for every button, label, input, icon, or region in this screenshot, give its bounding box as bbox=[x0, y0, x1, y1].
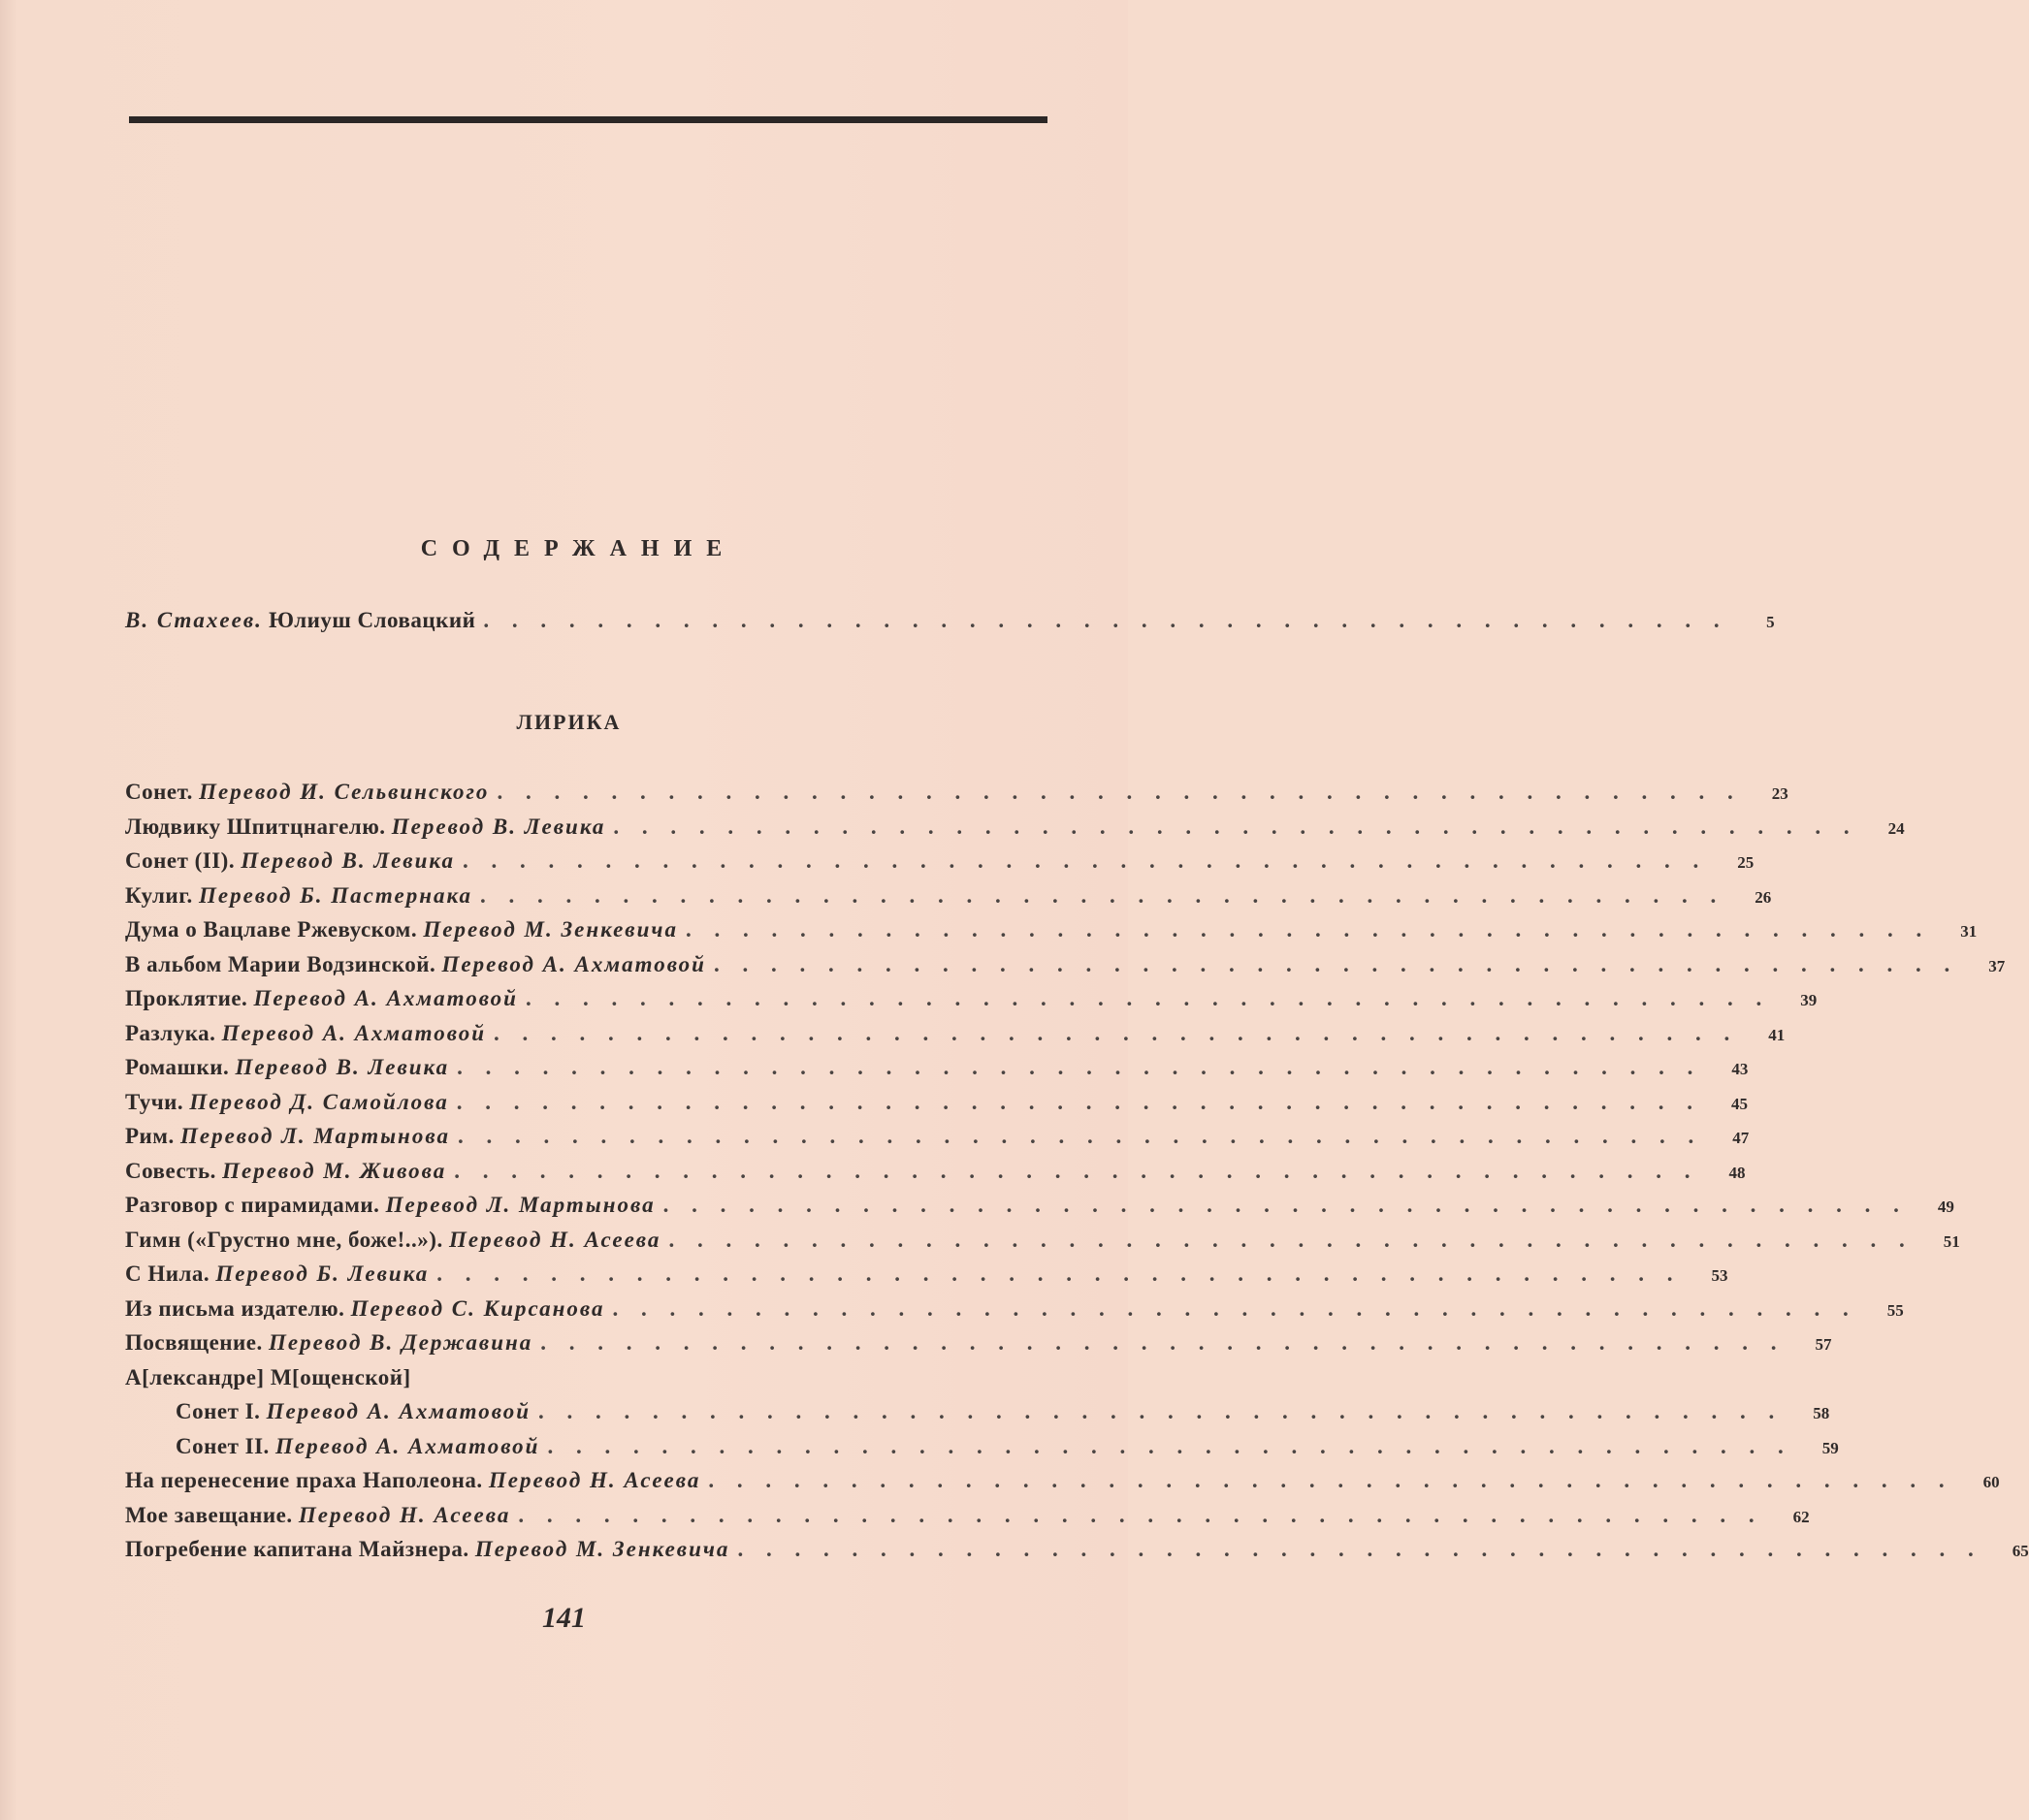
toc-entry-text bbox=[176, 1434, 539, 1459]
poem-title: Совесть. bbox=[125, 1158, 223, 1183]
translator: Перевод А. Ахматовой bbox=[275, 1433, 540, 1458]
page-ref: 41 bbox=[1768, 1025, 1786, 1044]
poem-title: А[лександре] М[ощенской] bbox=[125, 1364, 411, 1389]
toc-entry bbox=[125, 1124, 1750, 1155]
poem-title: Сонет I. bbox=[176, 1399, 267, 1423]
leader-dots bbox=[457, 1090, 1701, 1115]
toc-entry-text bbox=[125, 814, 605, 840]
translator: Перевод Л. Мартынова bbox=[385, 1193, 656, 1217]
poem-title: Гимн («Грустно мне, боже!..»). bbox=[125, 1227, 449, 1252]
toc-entry bbox=[125, 1158, 1746, 1190]
toc-entry-text bbox=[125, 917, 678, 942]
page-ref: 26 bbox=[1755, 887, 1772, 907]
page-ref: 51 bbox=[1943, 1231, 1960, 1251]
page-ref: 65 bbox=[2012, 1542, 2029, 1560]
translator: Перевод Л. Мартынова bbox=[179, 1124, 450, 1148]
translator: Перевод И. Сельвинского bbox=[199, 780, 490, 804]
toc-entry-text bbox=[125, 1261, 429, 1287]
toc-entry bbox=[176, 1399, 1830, 1430]
toc-entry-text bbox=[125, 1021, 486, 1046]
toc-entry bbox=[125, 917, 1978, 948]
toc-entry bbox=[125, 1227, 1960, 1259]
toc-entry-text bbox=[125, 883, 472, 909]
toc-intro-row bbox=[125, 608, 1775, 639]
leader-dots bbox=[540, 1330, 1785, 1356]
leader-dots bbox=[458, 1124, 1702, 1149]
leader-dots bbox=[494, 1021, 1738, 1046]
leader-dots bbox=[454, 1159, 1698, 1184]
toc-entry bbox=[125, 1537, 2029, 1568]
leader-dots bbox=[526, 986, 1770, 1011]
page-number: 141 bbox=[542, 1602, 586, 1634]
poem-title: С Нила. bbox=[125, 1261, 216, 1286]
toc-entry bbox=[125, 1020, 1786, 1052]
toc-entry-text bbox=[125, 1228, 660, 1253]
poem-title: В альбом Марии Водзинской. bbox=[125, 951, 442, 976]
page-ref: 31 bbox=[1960, 922, 1978, 941]
toc-entry-text bbox=[125, 1090, 449, 1115]
intro-title: Юлиуш Словацкий bbox=[262, 608, 476, 632]
poem-title: Сонет II. bbox=[176, 1433, 276, 1458]
poem-title: Мое завещание. bbox=[125, 1502, 299, 1527]
poem-title: Ромашки. bbox=[125, 1055, 236, 1079]
toc-entry-text bbox=[125, 1537, 729, 1562]
translator: Перевод М. Зенкевича bbox=[423, 917, 678, 942]
toc-entry bbox=[125, 814, 1905, 846]
toc-entry-text bbox=[125, 952, 706, 977]
toc-entry bbox=[125, 780, 1788, 811]
contents-heading: СОДЕРЖАНИЕ bbox=[420, 536, 737, 561]
page-ref: 62 bbox=[1792, 1507, 1810, 1526]
leader-dots bbox=[457, 1055, 1701, 1080]
toc-entry-text bbox=[125, 1468, 700, 1493]
toc-entry-text bbox=[125, 1124, 450, 1149]
poem-title: Разлука. bbox=[125, 1020, 222, 1045]
toc-entry-text bbox=[125, 1193, 656, 1218]
poem-title: Разговор с пирамидами. bbox=[125, 1193, 386, 1217]
translator: Перевод Н. Асеева bbox=[448, 1227, 661, 1252]
leader-dots bbox=[480, 883, 1724, 909]
translator: Перевод Д. Самойлова bbox=[189, 1089, 449, 1114]
poem-title: Дума о Вацлаве Ржевуском. bbox=[125, 917, 424, 942]
page-ref: 55 bbox=[1886, 1300, 1904, 1320]
leader-dots bbox=[436, 1261, 1681, 1287]
leader-dots bbox=[518, 1503, 1762, 1528]
toc-entry-text bbox=[125, 1330, 532, 1356]
leader-dots bbox=[613, 814, 1857, 840]
top-rule bbox=[129, 116, 1047, 123]
toc-entry bbox=[125, 1261, 1728, 1293]
poem-title: Кулиг. bbox=[125, 882, 200, 908]
page-ref: 49 bbox=[1937, 1197, 1954, 1216]
translator: Перевод А. Ахматовой bbox=[221, 1020, 487, 1045]
poem-title: Проклятие. bbox=[125, 986, 254, 1010]
page-ref: 24 bbox=[1887, 818, 1905, 838]
translator: Перевод В. Левика bbox=[391, 814, 606, 839]
leader-dots bbox=[714, 952, 1958, 977]
leader-dots bbox=[483, 608, 1727, 633]
leader-dots bbox=[613, 1296, 1857, 1322]
page-ref: 45 bbox=[1731, 1094, 1748, 1113]
translator: Перевод Б. Пастернака bbox=[199, 882, 473, 908]
translator: Перевод А. Ахматовой bbox=[441, 951, 706, 976]
page-ref: 23 bbox=[1771, 784, 1788, 803]
page-ref: 48 bbox=[1728, 1163, 1746, 1182]
translator: Перевод В. Левика bbox=[235, 1055, 450, 1079]
page-ref: 43 bbox=[1731, 1060, 1749, 1078]
toc-entry bbox=[125, 848, 1755, 879]
leader-dots bbox=[668, 1228, 1913, 1253]
poem-title: Тучи. bbox=[125, 1089, 190, 1114]
poem-title: Сонет. bbox=[125, 780, 200, 804]
intro-author: В. Стахеев. bbox=[125, 608, 263, 632]
translator: Перевод В. Левика bbox=[241, 848, 455, 873]
poem-title: Посвящение. bbox=[125, 1330, 269, 1355]
toc-entry bbox=[125, 1295, 1904, 1327]
translator: Перевод А. Ахматовой bbox=[253, 986, 518, 1010]
leader-dots bbox=[663, 1193, 1908, 1218]
leader-dots bbox=[463, 848, 1707, 874]
poem-title: Рим. bbox=[125, 1124, 180, 1148]
toc-entry bbox=[125, 1502, 1810, 1534]
toc-entry-text bbox=[125, 780, 489, 805]
toc-entry bbox=[125, 1330, 1832, 1361]
toc-intro-text bbox=[125, 608, 475, 633]
toc-entry-text bbox=[125, 848, 455, 874]
page-ref: 25 bbox=[1737, 853, 1755, 872]
leader-dots bbox=[737, 1537, 1981, 1562]
toc-entry bbox=[125, 1193, 1954, 1224]
translator: Перевод Н. Асеева bbox=[488, 1468, 701, 1492]
toc-entry bbox=[125, 1089, 1748, 1121]
page-ref: 39 bbox=[1800, 991, 1818, 1009]
translator: Перевод Б. Левика bbox=[215, 1261, 430, 1286]
translator: Перевод М. Живова bbox=[222, 1158, 447, 1183]
translator: Перевод В. Державина bbox=[269, 1330, 533, 1355]
poem-title: Сонет (II). bbox=[125, 848, 242, 873]
toc-entry-text bbox=[125, 1055, 449, 1080]
toc-entry-text bbox=[125, 1159, 446, 1184]
poem-title: Погребение капитана Майзнера. bbox=[125, 1537, 475, 1561]
page-ref: 5 bbox=[1766, 613, 1775, 631]
translator: Перевод А. Ахматовой bbox=[266, 1399, 531, 1423]
toc-entry bbox=[125, 882, 1772, 914]
toc-entry bbox=[125, 986, 1818, 1017]
toc-entry-text bbox=[125, 1296, 605, 1322]
toc-entry-text bbox=[125, 1503, 510, 1528]
poem-title: Людвику Шпитцнагелю. bbox=[125, 814, 392, 839]
toc-entry bbox=[125, 1365, 1054, 1396]
toc-entry-text bbox=[125, 1365, 411, 1390]
page-ref: 59 bbox=[1821, 1438, 1839, 1457]
leader-dots bbox=[708, 1468, 1952, 1493]
translator: Перевод С. Кирсанова bbox=[350, 1295, 605, 1321]
poem-title: На перенесение праха Наполеона. bbox=[125, 1468, 489, 1492]
leader-dots bbox=[538, 1399, 1783, 1424]
page-ref: 57 bbox=[1815, 1335, 1832, 1354]
toc-entry bbox=[125, 951, 2006, 983]
leader-dots bbox=[686, 917, 1930, 942]
poem-title: Из письма издателю. bbox=[125, 1295, 351, 1321]
page-ref: 53 bbox=[1711, 1266, 1728, 1285]
toc-entry-text bbox=[176, 1399, 531, 1424]
page-ref: 58 bbox=[1813, 1404, 1830, 1422]
page-ref: 47 bbox=[1732, 1129, 1750, 1147]
toc-entry-text bbox=[125, 986, 518, 1011]
toc-entry bbox=[125, 1468, 2000, 1499]
page-ref: 60 bbox=[1982, 1473, 2000, 1491]
leader-dots bbox=[547, 1434, 1791, 1459]
translator: Перевод М. Зенкевича bbox=[474, 1537, 730, 1561]
section-heading-lyrics: ЛИРИКА bbox=[516, 710, 622, 734]
toc-entry bbox=[125, 1055, 1749, 1086]
toc-entry bbox=[176, 1433, 1839, 1465]
page-ref: 37 bbox=[1988, 956, 2006, 975]
translator: Перевод Н. Асеева bbox=[298, 1502, 511, 1527]
leader-dots bbox=[497, 780, 1741, 805]
